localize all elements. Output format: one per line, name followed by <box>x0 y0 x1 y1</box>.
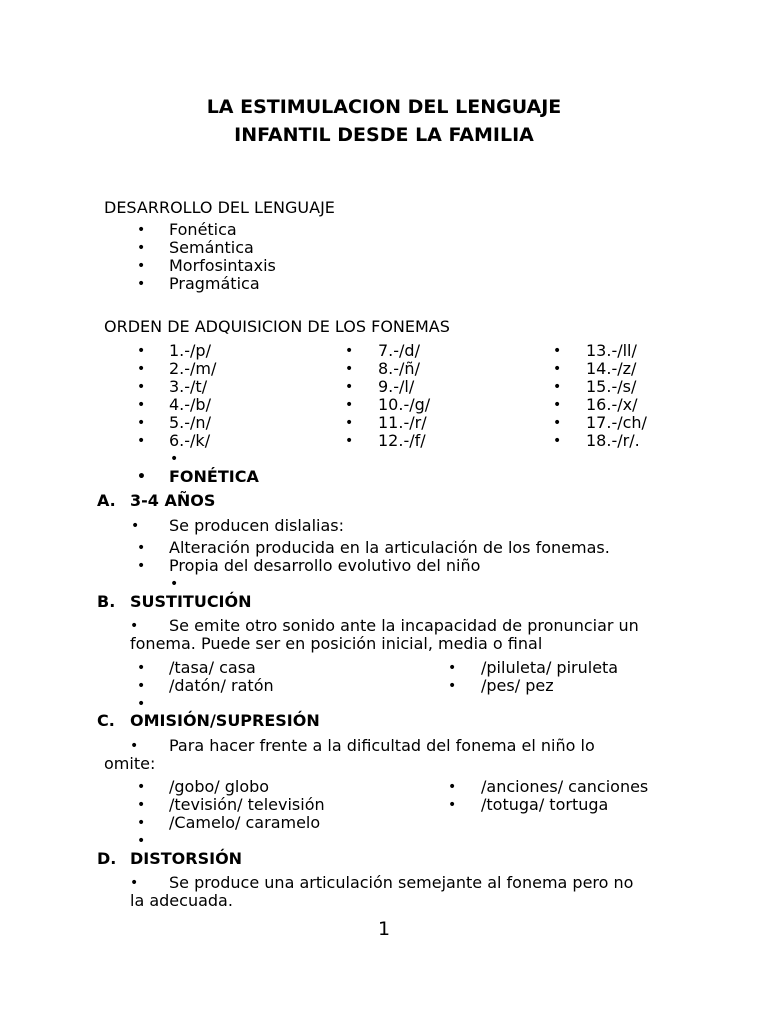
list-bullet: • <box>448 797 457 813</box>
phoneme-item: 2.-/m/ <box>169 359 217 378</box>
example-item: /gobo/ globo <box>169 777 270 796</box>
section-b-cont: fonema. Puede ser en posición inicial, media o final <box>130 634 543 653</box>
section-a-letter: A. <box>97 491 116 510</box>
list-bullet: • <box>170 451 179 467</box>
example-item: /totuga/ tortuga <box>481 795 609 814</box>
phoneme-item: 15.-/s/ <box>586 377 637 396</box>
orden-heading: ORDEN DE ADQUISICION DE LOS FONEMAS <box>104 317 450 336</box>
example-item: /piluleta/ piruleta <box>481 658 619 677</box>
list-bullet: • <box>448 660 457 676</box>
list-bullet: • <box>137 469 146 485</box>
list-item: Alteración producida en la articulación de los fonemas. <box>169 538 610 557</box>
fonetica-heading: FONÉTICA <box>169 467 259 486</box>
list-bullet: • <box>345 343 354 359</box>
list-bullet: • <box>345 415 354 431</box>
phoneme-item: 8.-/ñ/ <box>378 359 420 378</box>
list-bullet: • <box>137 797 146 813</box>
phoneme-item: 3.-/t/ <box>169 377 208 396</box>
phoneme-item: 18.-/r/. <box>586 431 640 450</box>
list-bullet: • <box>448 678 457 694</box>
phoneme-item: 1.-/p/ <box>169 341 211 360</box>
list-bullet: • <box>345 433 354 449</box>
list-bullet: • <box>130 738 139 754</box>
phoneme-item: 9.-/l/ <box>378 377 415 396</box>
phoneme-item: 7.-/d/ <box>378 341 420 360</box>
phoneme-item: 11.-/r/ <box>378 413 427 432</box>
phoneme-item: 10.-/g/ <box>378 395 431 414</box>
phoneme-item: 5.-/n/ <box>169 413 211 432</box>
list-bullet: • <box>137 779 146 795</box>
list-bullet: • <box>553 433 562 449</box>
list-bullet: • <box>345 397 354 413</box>
list-bullet: • <box>448 779 457 795</box>
example-item: /anciones/ canciones <box>481 777 649 796</box>
section-a-intro: Se producen dislalias: <box>169 516 345 535</box>
phoneme-item: 13.-/ll/ <box>586 341 637 360</box>
list-bullet: • <box>553 361 562 377</box>
list-bullet: • <box>137 276 146 292</box>
section-c-letter: C. <box>97 711 115 730</box>
section-c-cont: omite: <box>104 754 156 773</box>
list-bullet: • <box>137 815 146 831</box>
list-bullet: • <box>553 379 562 395</box>
phoneme-item: 4.-/b/ <box>169 395 211 414</box>
section-d-heading: DISTORSIÓN <box>130 849 243 868</box>
list-bullet: • <box>137 397 146 413</box>
list-bullet: • <box>137 540 146 556</box>
list-bullet: • <box>553 397 562 413</box>
example-item: /datón/ ratón <box>169 676 274 695</box>
page-number: 1 <box>377 918 391 940</box>
phoneme-item: 16.-/x/ <box>586 395 638 414</box>
section-b-lead: Se emite otro sonido ante la incapacidad de pronunciar un <box>169 616 639 635</box>
list-bullet: • <box>137 433 146 449</box>
list-bullet: • <box>131 518 140 534</box>
phoneme-item: 6.-/k/ <box>169 431 211 450</box>
example-item: /tasa/ casa <box>169 658 256 677</box>
section-d-cont: la adecuada. <box>130 891 233 910</box>
list-bullet: • <box>130 618 139 634</box>
phoneme-item: 12.-/f/ <box>378 431 426 450</box>
list-bullet: • <box>345 361 354 377</box>
section-c-heading: OMISIÓN/SUPRESIÓN <box>130 711 320 730</box>
list-bullet: • <box>137 696 146 712</box>
list-bullet: • <box>137 415 146 431</box>
section-d-lead: Se produce una articulación semejante al fonema pero no <box>169 873 634 892</box>
list-bullet: • <box>137 222 146 238</box>
section-c-lead: Para hacer frente a la dificultad del fonema el niño lo <box>169 736 595 755</box>
list-bullet: • <box>137 343 146 359</box>
list-bullet: • <box>137 379 146 395</box>
example-item: /pes/ pez <box>481 676 554 695</box>
list-bullet: • <box>130 875 139 891</box>
section-a-heading: 3-4 AÑOS <box>130 491 216 510</box>
list-bullet: • <box>170 576 179 592</box>
section-b-heading: SUSTITUCIÓN <box>130 592 252 611</box>
phoneme-item: 17.-/ch/ <box>586 413 647 432</box>
list-item: Pragmática <box>169 274 260 293</box>
list-item: Morfosintaxis <box>169 256 276 275</box>
list-item: Semántica <box>169 238 254 257</box>
list-bullet: • <box>137 660 146 676</box>
document-title-line1: LA ESTIMULACION DEL LENGUAJE <box>206 96 562 118</box>
desarrollo-heading: DESARROLLO DEL LENGUAJE <box>104 198 335 217</box>
list-bullet: • <box>137 558 146 574</box>
section-d-letter: D. <box>97 849 117 868</box>
document-title-line2: INFANTIL DESDE LA FAMILIA <box>234 124 534 146</box>
list-item: Fonética <box>169 220 237 239</box>
section-b-letter: B. <box>97 592 116 611</box>
list-bullet: • <box>137 678 146 694</box>
list-bullet: • <box>137 240 146 256</box>
list-bullet: • <box>137 361 146 377</box>
list-bullet: • <box>137 833 146 849</box>
example-item: /tevisión/ televisión <box>169 795 325 814</box>
list-bullet: • <box>553 343 562 359</box>
list-bullet: • <box>137 258 146 274</box>
example-item: /Camelo/ caramelo <box>169 813 321 832</box>
list-bullet: • <box>553 415 562 431</box>
phoneme-item: 14.-/z/ <box>586 359 637 378</box>
list-bullet: • <box>345 379 354 395</box>
list-item: Propia del desarrollo evolutivo del niño <box>169 556 481 575</box>
